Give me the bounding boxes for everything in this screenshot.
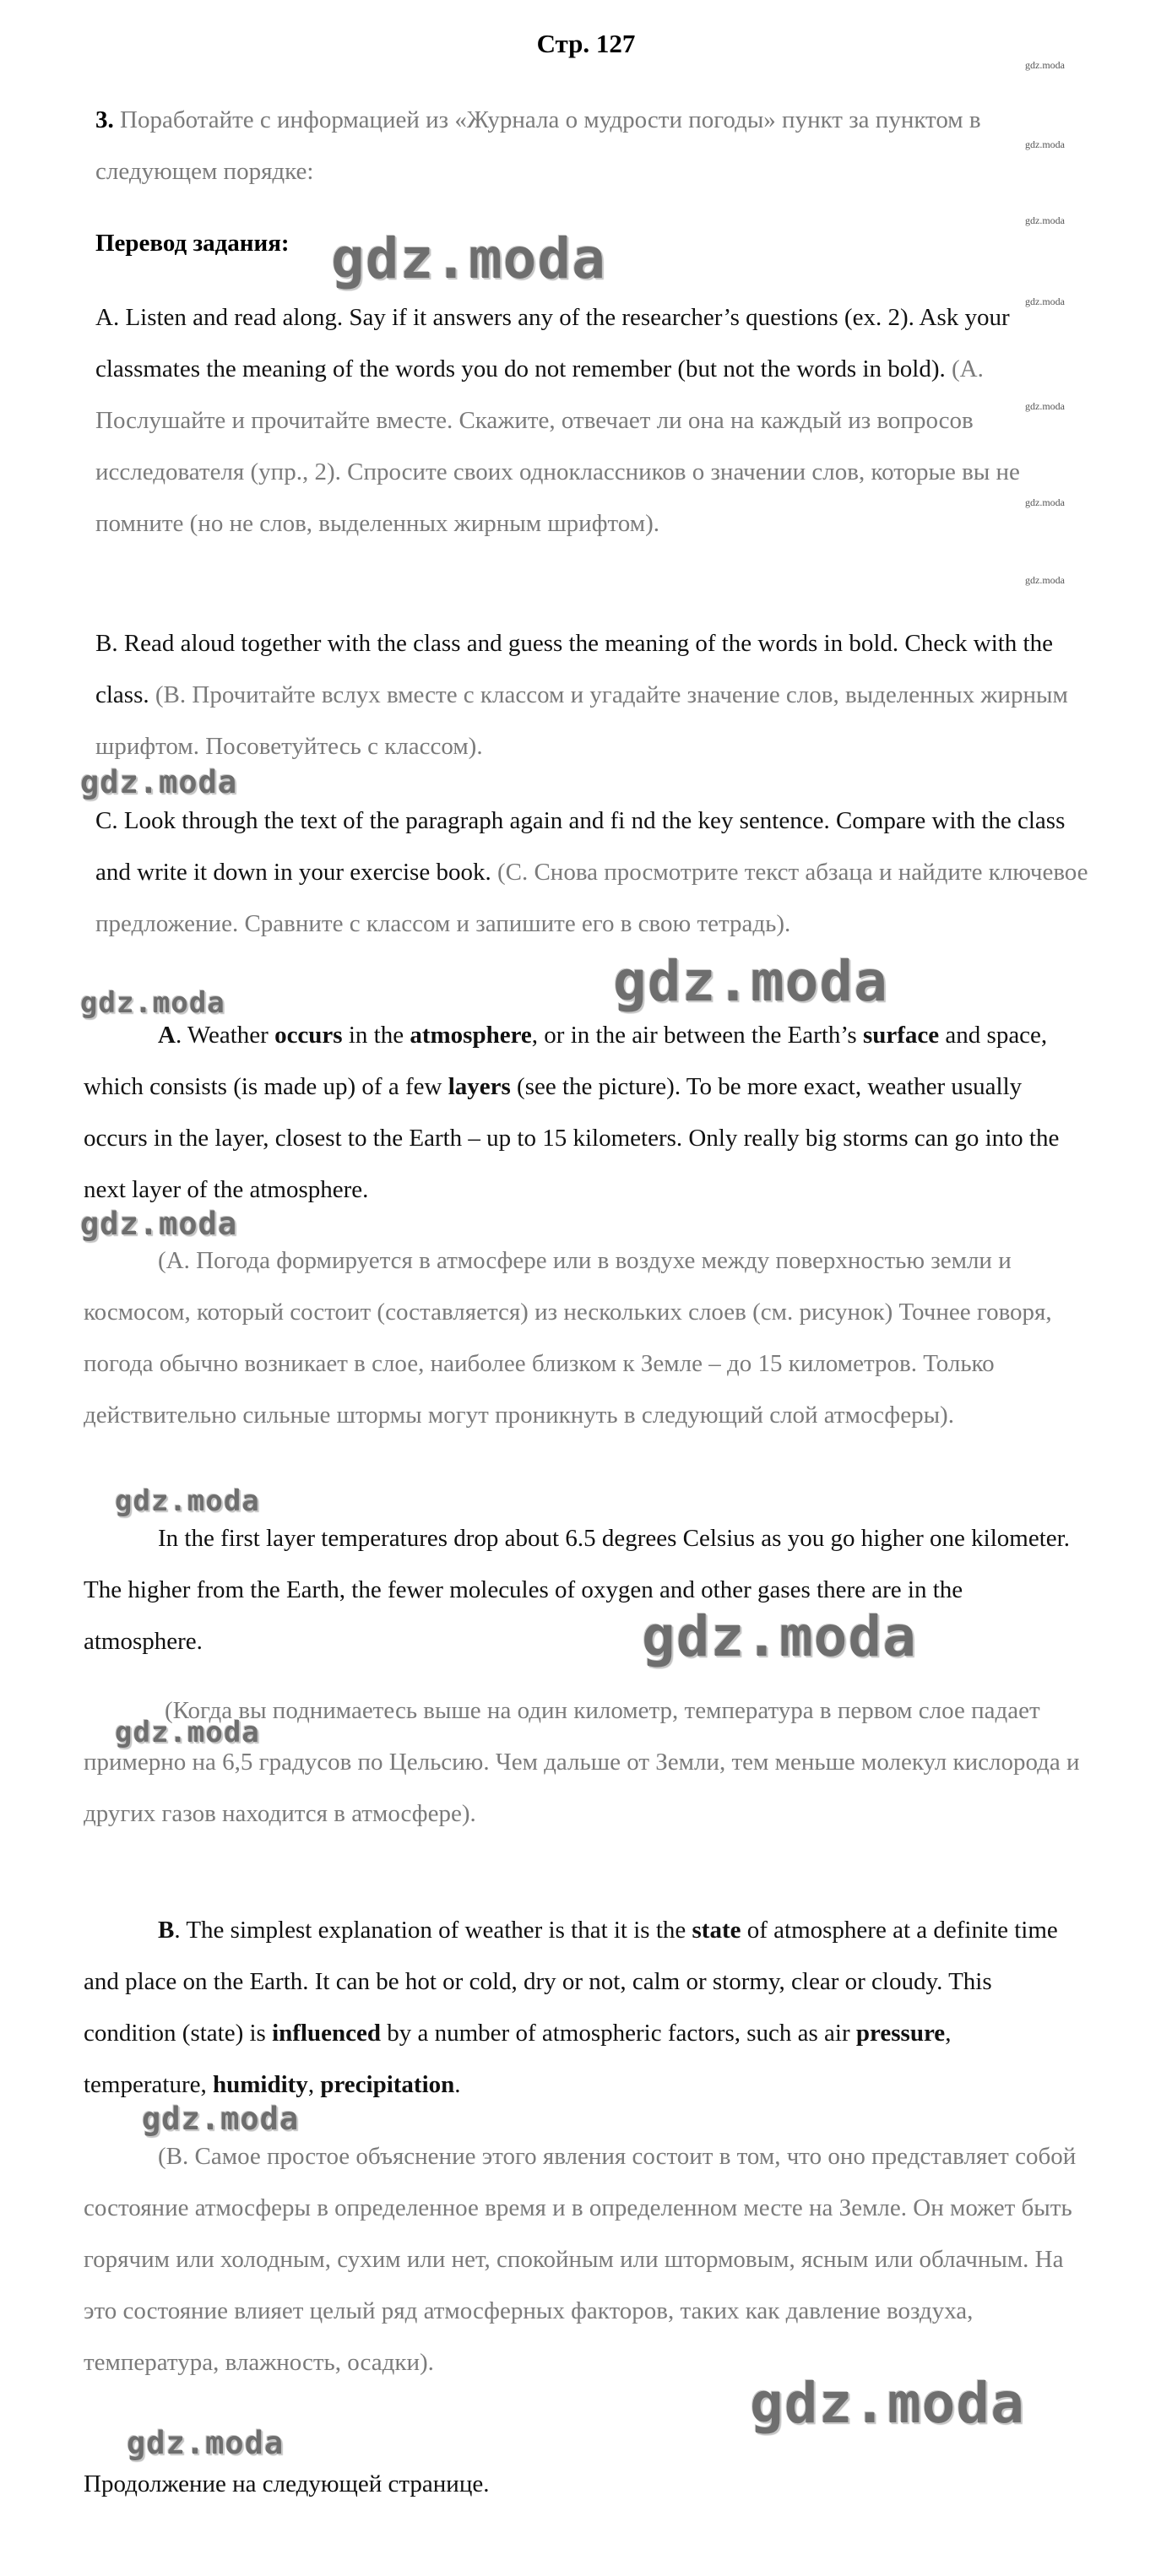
section-b-translation: (В. Самое простое объяснение этого явления состоит в том, что оно представляет собой состояние атмосферы в определенное время и в определенном месте на Земле. Он может быть горячим или холодным, сухим или нет, спокойным или штормовым, ясным или облачным. На это состояние влияет целый ряд атмосферных факторов, таких как давление воздуха, температура, влажность, осадки). (84, 2143, 1077, 2376)
task-item-b (95, 618, 1092, 773)
text: , or in the air between the Earth’s (531, 1022, 863, 1049)
text: of atmosphere at a definite time and place on the Earth. It can be hot or cold, dry or not, calm or stormy, clear or cloudy. This condition (state) is (84, 1917, 1058, 2047)
bold-term: pressure (855, 2020, 946, 2047)
site-mark: gdz.moda (1025, 59, 1065, 71)
translation-heading: Перевод задания: (95, 230, 290, 257)
task-instruction (95, 95, 1041, 198)
text: and space, which consists (is made up) of a few (84, 1022, 1048, 1100)
task-item-c (95, 795, 1092, 950)
task-item-c-ru: (С. Снова просмотрите текст абзаца и найдите ключевое предложение. Сравните с классом и запишите его в свою тетрадь). (95, 859, 1088, 937)
section-b-paragraph (84, 1905, 1080, 2111)
task-item-a (95, 292, 1092, 550)
bold-term: occurs (274, 1022, 343, 1049)
text: by a number of atmospheric factors, such as air (381, 2020, 856, 2047)
text: , temperature, (84, 2020, 952, 2098)
bold-term: precipitation (320, 2071, 455, 2098)
section-a-paragraph-2: In the first layer temperatures drop about 6.5 degrees Celsius as you go higher one kilometer. The higher from the Earth, the fewer molecules of oxygen and other gases there are in the atmosphere. (84, 1525, 1070, 1655)
task-number: 3. (95, 106, 114, 133)
bold-term: surface (862, 1022, 940, 1049)
task-instruction-text: Поработайте с информацией из «Журнала о мудрости погоды» пункт за пунктом в следующем порядке: (95, 106, 981, 185)
bold-term: layers (448, 1073, 511, 1100)
task-item-b-ru: (В. Прочитайте вслух вместе с классом и угадайте значение слов, выделенных жирным шрифтом. Посоветуйтесь с классом). (95, 681, 1068, 760)
section-a-paragraph (84, 1010, 1080, 1216)
watermark: gdz.moda (115, 1716, 260, 1749)
text: . The simplest explanation of weather is that it is the (174, 1917, 692, 1944)
site-mark: gdz.moda (1025, 214, 1065, 226)
text: in the (342, 1022, 410, 1049)
task-item-a-ru: (А. Послушайте и прочитайте вместе. Скажите, отвечает ли она на каждый из вопросов исследователя (упр., 2). Спросите своих одноклассников о значении слов, которые вы не помните (но не слов, выделенных жирным шрифтом). (95, 355, 1020, 537)
text: , (307, 2071, 321, 2098)
section-a-translation: (А. Погода формируется в атмосфере или в воздухе между поверхностью земли и космосом, который состоит (составляется) из нескольких слоев (см. рисунок) Точнее говоря, погода обычно возникает в слое, наиболее близком к Земле – до 15 километров. Только действительно сильные штормы могут проникнуть в следующий слой атмосферы). (84, 1247, 1052, 1429)
watermark: gdz.moda (80, 986, 225, 1020)
site-mark: gdz.moda (1025, 296, 1065, 307)
watermark: gdz.moda (80, 764, 238, 800)
task-item-a-en: A. Listen and read along. Say if it answers any of the researcher’s questions (ex. 2). Ask your classmates the meaning of the words you do not remember (but not the words in bold). (95, 304, 1010, 382)
watermark: gdz.moda (613, 949, 888, 1014)
site-mark: gdz.moda (1025, 138, 1065, 150)
site-mark: gdz.moda (1025, 400, 1065, 412)
bold-term: influenced (272, 2020, 381, 2047)
watermark: gdz.moda (750, 2371, 1025, 2436)
text: . (454, 2071, 461, 2098)
watermark: gdz.moda (642, 1604, 917, 1669)
text: (see the picture). To be more exact, weather usually occurs in the layer, closest to the Earth – up to 15 kilometers. Only really big storms can go into the next layer of the atmosphere. (84, 1073, 1060, 1203)
site-mark: gdz.moda (1025, 496, 1065, 508)
watermark: gdz.moda (142, 2101, 300, 2137)
continuation-note: Продолжение на следующей странице. (84, 2470, 490, 2497)
section-b-letter: B (158, 1917, 175, 1944)
watermark: gdz.moda (331, 226, 606, 291)
text: . Weather (175, 1022, 275, 1049)
section-a-paragraph-2-translation: (Когда вы поднимаетесь выше на один километр, температура в первом слое падает примерно на 6,5 градусов по Цельсию. Чем дальше от Земли, тем меньше молекул кислорода и других газов находится в атмосфере). (84, 1697, 1080, 1827)
bold-term: state (692, 1917, 741, 1944)
task-item-c-en: C. Look through the text of the paragraph again and fi nd the key sentence. Compare with the class and write it down in your exercise book. (95, 807, 1066, 886)
watermark: gdz.moda (115, 1484, 260, 1518)
watermark: gdz.moda (80, 1206, 238, 1242)
site-mark: gdz.moda (1025, 574, 1065, 586)
bold-term: humidity (212, 2071, 308, 2098)
bold-term: atmosphere (410, 1022, 532, 1049)
watermark: gdz.moda (127, 2425, 285, 2461)
section-a-letter: A (158, 1022, 176, 1049)
task-item-b-en: B. Read aloud together with the class and guess the meaning of the words in bold. Check with the class. (95, 630, 1053, 708)
page-title: Стр. 127 (536, 29, 636, 58)
